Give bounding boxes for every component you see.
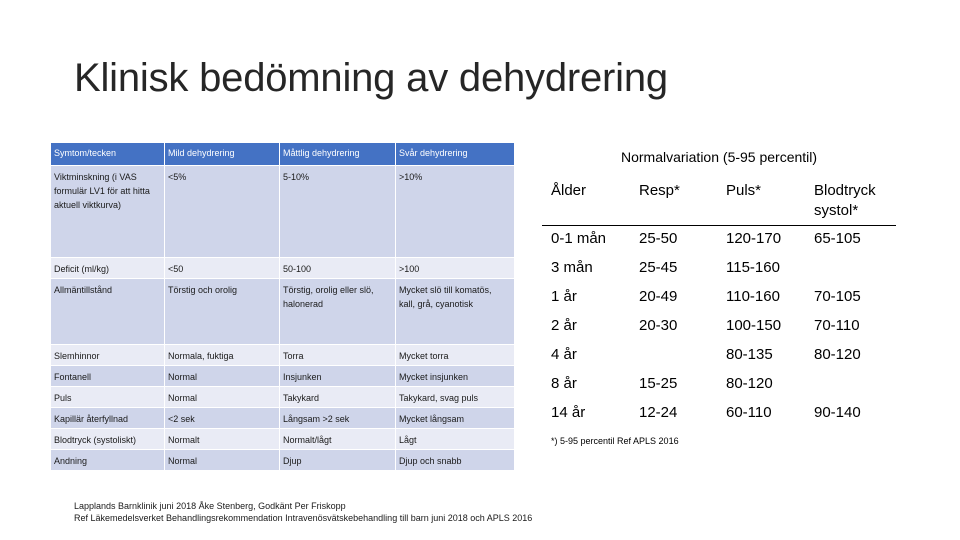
table-cell: Deficit (ml/kg) bbox=[51, 258, 165, 279]
header-cell: Puls* bbox=[726, 182, 762, 199]
table-cell: 15-25 bbox=[639, 375, 678, 392]
table-cell: Långsam >2 sek bbox=[280, 408, 396, 429]
table-cell: <5% bbox=[165, 166, 280, 258]
table-row bbox=[542, 255, 896, 284]
table-cell: Normal bbox=[165, 366, 280, 387]
table-cell: 90-140 bbox=[814, 404, 861, 421]
table-cell: 110-160 bbox=[726, 288, 780, 305]
table-cell: <2 sek bbox=[165, 408, 280, 429]
table-row bbox=[51, 450, 515, 471]
footer-line: Ref Läkemedelsverket Behandlingsrekommendation Intravenösvätskebehandling till barn juni 2018 och APLS 2016 bbox=[74, 513, 533, 523]
footnote-row bbox=[542, 429, 896, 455]
table-cell: Normal bbox=[165, 387, 280, 408]
table-header-row bbox=[51, 143, 515, 166]
table-cell: 65-105 bbox=[814, 230, 861, 247]
header-cell: Resp* bbox=[639, 182, 680, 199]
table-cell: 80-135 bbox=[726, 346, 773, 363]
table-cell: Puls bbox=[51, 387, 165, 408]
table-cell: 2 år bbox=[551, 317, 577, 334]
table-cell: Insjunken bbox=[280, 366, 396, 387]
table-cell: 120-170 bbox=[726, 230, 782, 247]
caption-rest: (5-95 percentil) bbox=[719, 149, 818, 165]
table-header-row bbox=[542, 173, 896, 226]
table-caption-row bbox=[542, 143, 896, 173]
table-row bbox=[542, 342, 896, 371]
table-row bbox=[51, 408, 515, 429]
table-cell: Normalt bbox=[165, 429, 280, 450]
footer bbox=[74, 500, 532, 524]
table-cell bbox=[805, 371, 896, 400]
table-cell: 70-110 bbox=[814, 317, 860, 334]
table-row bbox=[51, 166, 515, 258]
table-cell: 14 år bbox=[551, 404, 586, 421]
table-cell: Normalt/lågt bbox=[280, 429, 396, 450]
table-cell: 20-30 bbox=[639, 317, 678, 334]
table-cell: 100-150 bbox=[726, 317, 782, 334]
table-cell: Blodtryck (systoliskt) bbox=[51, 429, 165, 450]
table-cell: Slemhinnor bbox=[51, 345, 165, 366]
table-row bbox=[542, 226, 896, 256]
dehydration-assessment-table bbox=[51, 143, 515, 471]
table-cell: 1 år bbox=[551, 288, 577, 305]
table-cell: 5-10% bbox=[280, 166, 396, 258]
header-cell: Svår dehydrering bbox=[396, 143, 515, 166]
table-cell: Torra bbox=[280, 345, 396, 366]
table-cell: 80-120 bbox=[814, 346, 861, 363]
table-cell: Normal bbox=[165, 450, 280, 471]
table-row bbox=[51, 279, 515, 345]
table-cell: Törstig och orolig bbox=[165, 279, 280, 345]
table-row bbox=[51, 258, 515, 279]
table-cell: Andning bbox=[51, 450, 165, 471]
table-cell: Mycket torra bbox=[396, 345, 515, 366]
header-cell: Ålder bbox=[551, 182, 587, 199]
table-cell bbox=[630, 342, 717, 371]
table-footnote: *) 5-95 percentil Ref APLS 2016 bbox=[551, 436, 679, 446]
table-cell: Fontanell bbox=[51, 366, 165, 387]
table-cell: Kapillär återfyllnad bbox=[51, 408, 165, 429]
table-cell: Djup och snabb bbox=[396, 450, 515, 471]
page-title: Klinisk bedömning av dehydrering bbox=[74, 56, 668, 100]
table-cell: Takykard, svag puls bbox=[396, 387, 515, 408]
table-cell: 60-110 bbox=[726, 404, 772, 421]
header-cell: Måttlig dehydrering bbox=[280, 143, 396, 166]
table-cell: 0-1 mån bbox=[551, 230, 607, 247]
table-row bbox=[542, 284, 896, 313]
table-row bbox=[51, 366, 515, 387]
table-cell: 50-100 bbox=[280, 258, 396, 279]
table-cell: Mycket långsam bbox=[396, 408, 515, 429]
table-row bbox=[51, 429, 515, 450]
table-cell: Törstig, orolig eller slö, halonerad bbox=[280, 279, 396, 345]
table-cell: Allmäntillstånd bbox=[51, 279, 165, 345]
table-cell: 4 år bbox=[551, 346, 577, 363]
table-cell: 3 mån bbox=[551, 259, 593, 276]
table-cell: Viktminskning (i VAS formulär LV1 för att hitta aktuell viktkurva) bbox=[51, 166, 165, 258]
table-cell: Takykard bbox=[280, 387, 396, 408]
table-cell: Lågt bbox=[396, 429, 515, 450]
header-cell: Symtom/tecken bbox=[51, 143, 165, 166]
footer-line: Lapplands Barnklinik juni 2018 Åke Stenberg, Godkänt Per Friskopp bbox=[74, 501, 346, 511]
table-row bbox=[51, 345, 515, 366]
table-cell: <50 bbox=[165, 258, 280, 279]
table-cell: 12-24 bbox=[639, 404, 678, 421]
table-cell: 25-50 bbox=[639, 230, 678, 247]
table-cell: 80-120 bbox=[726, 375, 773, 392]
table-cell: Mycket insjunken bbox=[396, 366, 515, 387]
table-row bbox=[51, 387, 515, 408]
table-cell: 115-160 bbox=[726, 259, 780, 276]
table-cell: Djup bbox=[280, 450, 396, 471]
table-row bbox=[542, 400, 896, 429]
table-cell: 70-105 bbox=[814, 288, 861, 305]
table-caption bbox=[542, 143, 896, 173]
table-cell: >100 bbox=[396, 258, 515, 279]
table-cell: 20-49 bbox=[639, 288, 678, 305]
table-cell: >10% bbox=[396, 166, 515, 258]
table-cell bbox=[805, 255, 896, 284]
table-row bbox=[542, 371, 896, 400]
normal-values-table bbox=[542, 143, 896, 455]
header-cell: Blodtryck systol* bbox=[814, 182, 876, 219]
caption-bold: Normalvariation bbox=[620, 149, 720, 165]
table-cell: 25-45 bbox=[639, 259, 678, 276]
header-cell: Mild dehydrering bbox=[165, 143, 280, 166]
table-row bbox=[542, 313, 896, 342]
table-cell: 8 år bbox=[551, 375, 577, 392]
table-cell: Mycket slö till komatös, kall, grå, cyanotisk bbox=[396, 279, 515, 345]
table-cell: Normala, fuktiga bbox=[165, 345, 280, 366]
